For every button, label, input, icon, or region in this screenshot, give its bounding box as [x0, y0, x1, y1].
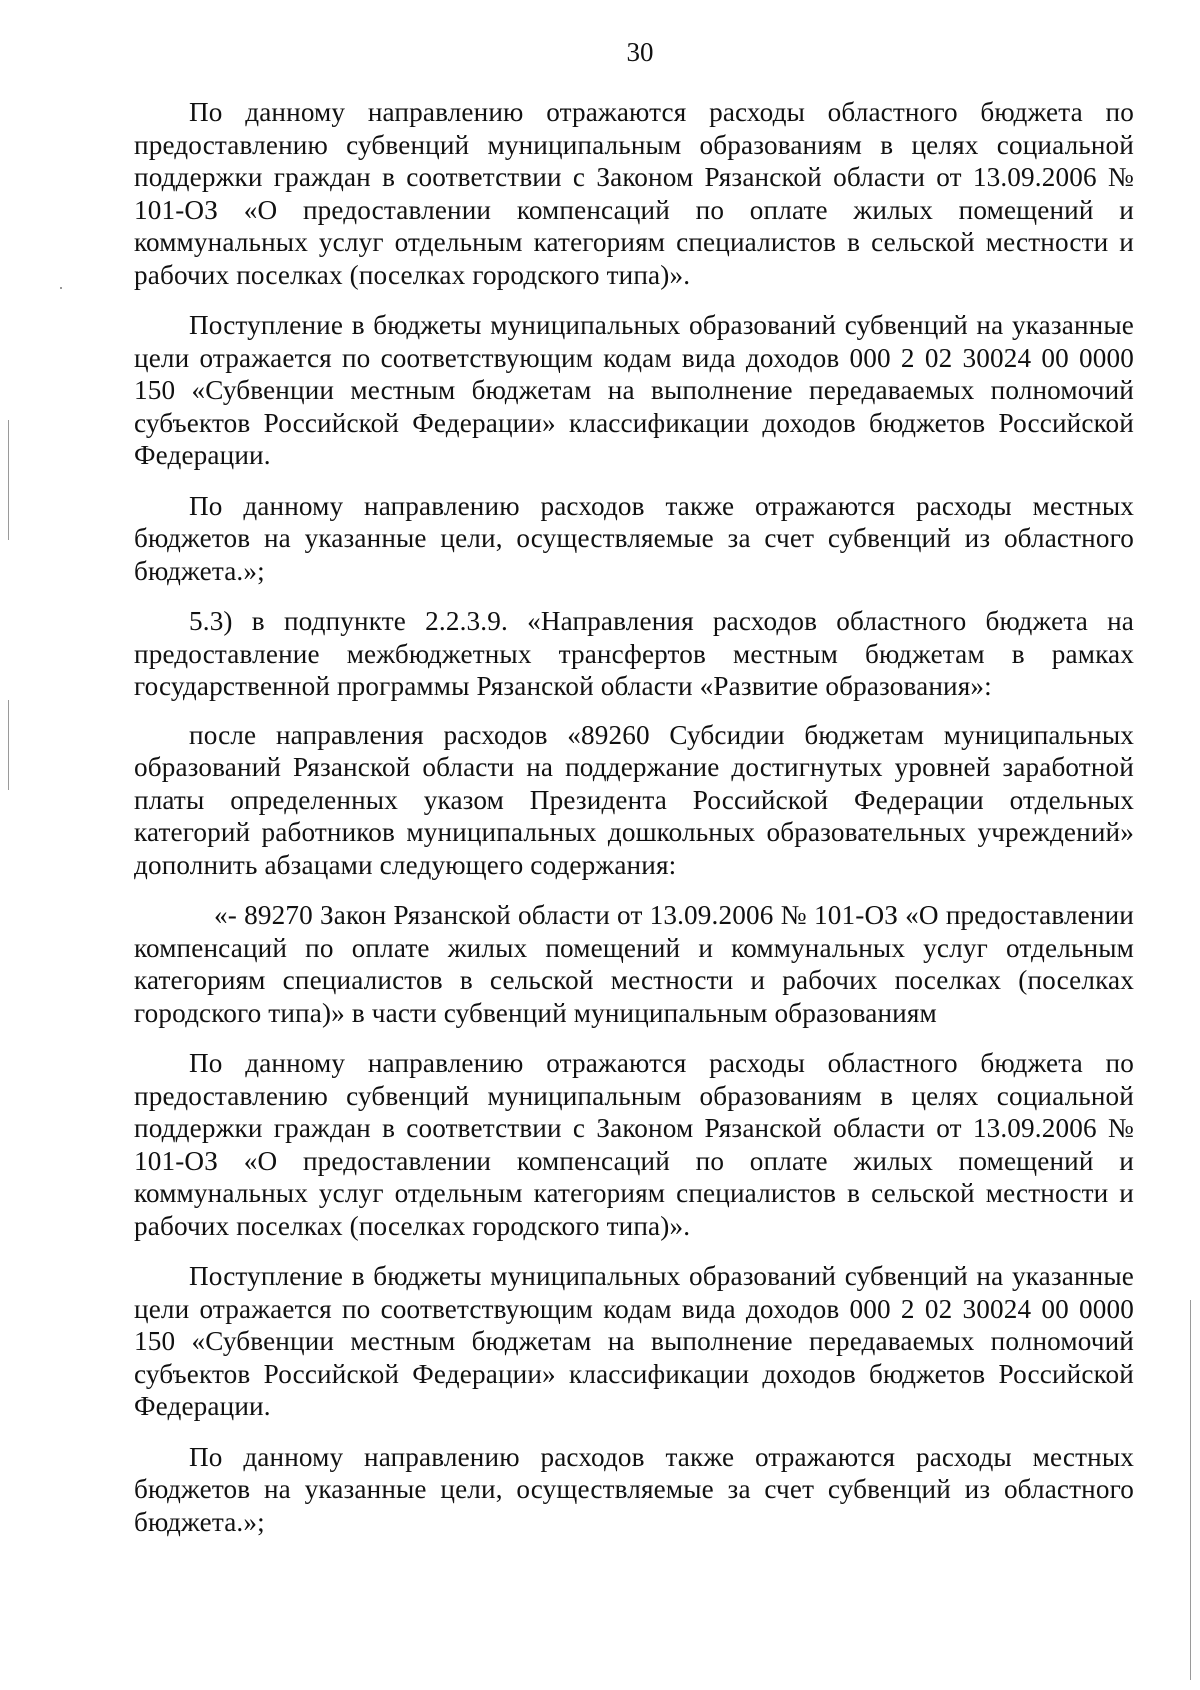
paragraph-5: после направления расходов «89260 Субсидии бюджетам муниципальных образований Рязанской области на поддержание достигнутых уровней заработной платы определенных указом Президента Российской Федерации отдельных категорий работников муниципальных дошкольных образовательных учреждений» дополнить абзацами следующего содержания:	[134, 719, 1134, 880]
paragraph-2: Поступление в бюджеты муниципальных образований субвенций на указанные цели отражается по соответствующим кодам вида доходов 000 2 02 30024 00 0000 150 «Субвенции местным бюджетам на выполнение передаваемых полномочий субъектов Российской Федерации» классификации доходов бюджетов Российской Федерации.	[134, 310, 1134, 470]
paragraph-3: По данному направлению расходов также отражаются расходы местных бюджетов на указанные цели, осуществляемые за счет субвенций из областного бюджета.»;	[134, 490, 1134, 586]
scan-margin-line-right	[1190, 1300, 1191, 1680]
paragraph-4: 5.3) в подпункте 2.2.3.9. «Направления расходов областного бюджета на предоставление межбюджетных трансфертов местным бюджетам в рамках государственной программы Рязанской области «Развитие образования»:	[134, 606, 1134, 701]
paragraph-8: Поступление в бюджеты муниципальных образований субвенций на указанные цели отражается по соответствующим кодам вида доходов 000 2 02 30024 00 0000 150 «Субвенции местным бюджетам на выполнение передаваемых полномочий субъектов Российской Федерации» классификации доходов бюджетов Российской Федерации.	[134, 1261, 1134, 1421]
paragraph-9: По данному направлению расходов также отражаются расходы местных бюджетов на указанные цели, осуществляемые за счет субвенций из областного бюджета.»;	[134, 1441, 1134, 1537]
paragraph-7: По данному направлению отражаются расходы областного бюджета по предоставлению субвенций муниципальным образованиям в целях социальной поддержки граждан в соответствии с Законом Рязанской области от 13.09.2006 № 101-ОЗ «О предоставлении компенсаций по оплате жилых помещений и коммунальных услуг отдельным категориям специалистов в сельской местности и рабочих поселках (поселках городского типа)».	[134, 1048, 1134, 1241]
paragraph-6: «- 89270 Закон Рязанской области от 13.09.2006 № 101-ОЗ «О предоставлении компенсаций по оплате жилых помещений и коммунальных услуг отдельным категориям специалистов в сельской местности и рабочих поселках (поселках городского типа)» в части субвенций муниципальным образованиям	[134, 900, 1134, 1028]
scan-margin-line-left-lower	[8, 700, 9, 790]
scan-margin-line-left	[8, 420, 9, 540]
scan-speck	[60, 287, 62, 289]
paragraph-1: По данному направлению отражаются расходы областного бюджета по предоставлению субвенций муниципальным образованиям в целях социальной поддержки граждан в соответствии с Законом Рязанской области от 13.09.2006 № 101-ОЗ «О предоставлении компенсаций по оплате жилых помещений и коммунальных услуг отдельным категориям специалистов в сельской местности и рабочих поселках (поселках городского типа)».	[134, 97, 1134, 290]
page-number: 30	[626, 37, 654, 67]
document-body	[134, 96, 1134, 1556]
